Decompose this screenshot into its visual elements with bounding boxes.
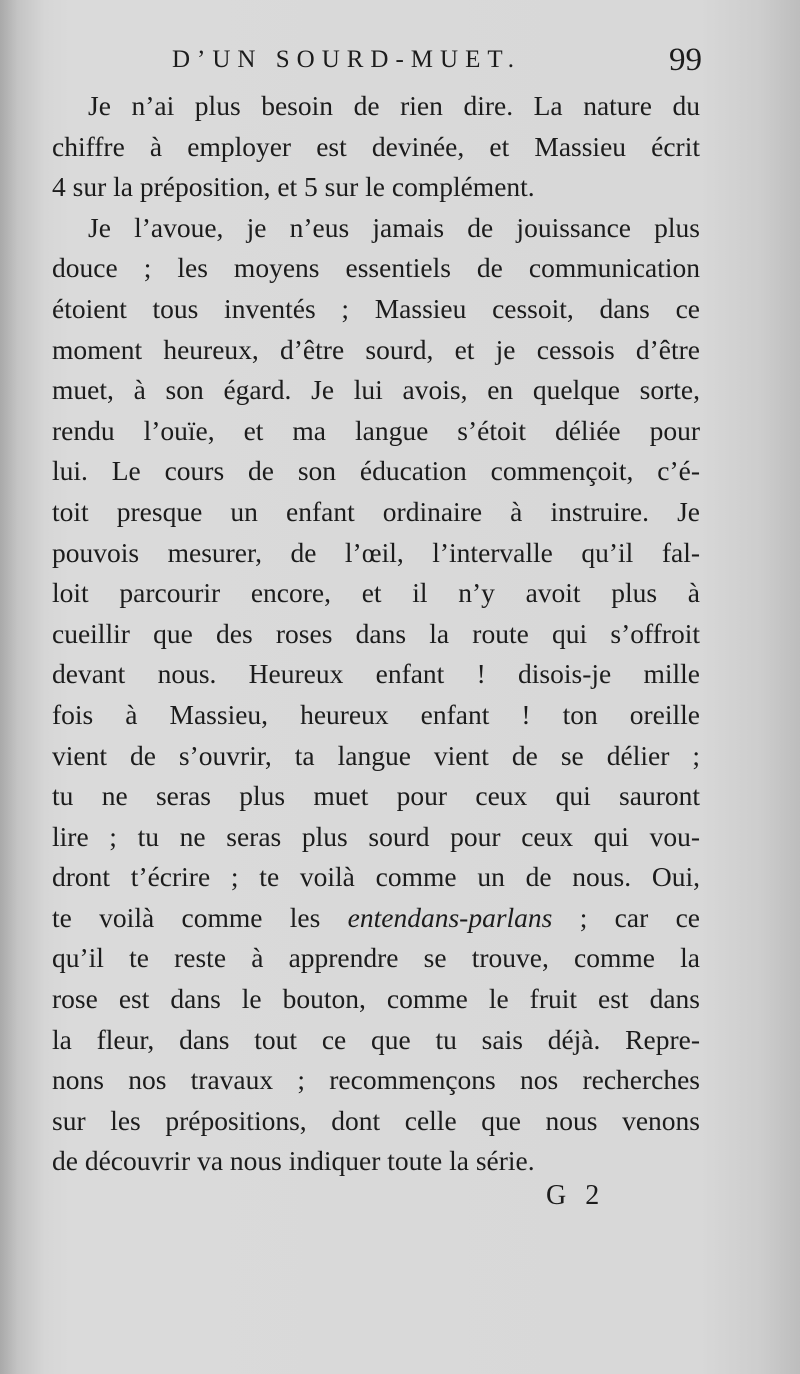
text-line: fois à Massieu, heureux enfant ! ton oreille (52, 698, 700, 730)
signature-mark: G 2 (546, 1180, 606, 1211)
page-header (172, 42, 712, 86)
italic-term: entendans-parlans (347, 901, 553, 933)
text-line: sur les prépositions, dont celle que nous venons (52, 1104, 700, 1136)
text-line: toit presque un enfant ordinaire à instruire. Je (52, 495, 700, 527)
text-line: lire ; tu ne seras plus sourd pour ceux qui vou- (52, 820, 700, 852)
text-line: chiffre à employer est devinée, et Massieu écrit (52, 130, 700, 162)
text-line: Je n’ai plus besoin de rien dire. La nature du (88, 90, 700, 121)
text-line: loit parcourir encore, et il n’y avoit plus à (52, 577, 700, 609)
text-line: nons nos travaux ; recommençons nos recherches (52, 1064, 700, 1096)
text-line-with-italic (52, 898, 700, 939)
text-line: devant nous. Heureux enfant ! disois-je mille (52, 658, 700, 690)
text-line: qu’il te reste à apprendre se trouve, comme la (52, 942, 700, 974)
text-line: dront t’écrire ; te voilà comme un de nous. Oui, (52, 861, 700, 893)
text-line: 4 sur la préposition, et 5 sur le complément. (52, 171, 535, 203)
text-line: lui. Le cours de son éducation commençoit, c’é- (52, 455, 700, 487)
text-line: de découvrir va nous indiquer toute la série. (52, 1145, 535, 1177)
text-fragment: ; car ce (552, 901, 700, 933)
text-line: tu ne seras plus muet pour ceux qui sauront (52, 780, 700, 812)
running-head: D’UN SOURD-MUET. (172, 46, 522, 73)
text-line: cueillir que des roses dans la route qui s’offroit (52, 617, 700, 649)
text-line: étoient tous inventés ; Massieu cessoit, dans ce (52, 292, 700, 324)
text-line: douce ; les moyens essentiels de communication (52, 252, 700, 284)
page-number: 99 (669, 42, 702, 78)
text-line: pouvois mesurer, de l’œil, l’intervalle qu’il fal- (52, 536, 700, 568)
text-line: la fleur, dans tout ce que tu sais déjà. Repre- (52, 1023, 700, 1055)
body-text (52, 86, 700, 1182)
text-fragment: te voilà comme les (52, 901, 348, 933)
text-line: rose est dans le bouton, comme le fruit est dans (52, 983, 700, 1015)
text-line: Je l’avoue, je n’eus jamais de jouissance plus (88, 211, 700, 243)
text-line: muet, à son égard. Je lui avois, en quelque sorte, (52, 374, 700, 406)
text-line: vient de s’ouvrir, ta langue vient de se délier ; (52, 739, 700, 771)
text-line: moment heureux, d’être sourd, et je cessois d’être (52, 333, 700, 365)
text-line: rendu l’ouïe, et ma langue s’étoit déliée pour (52, 414, 700, 446)
